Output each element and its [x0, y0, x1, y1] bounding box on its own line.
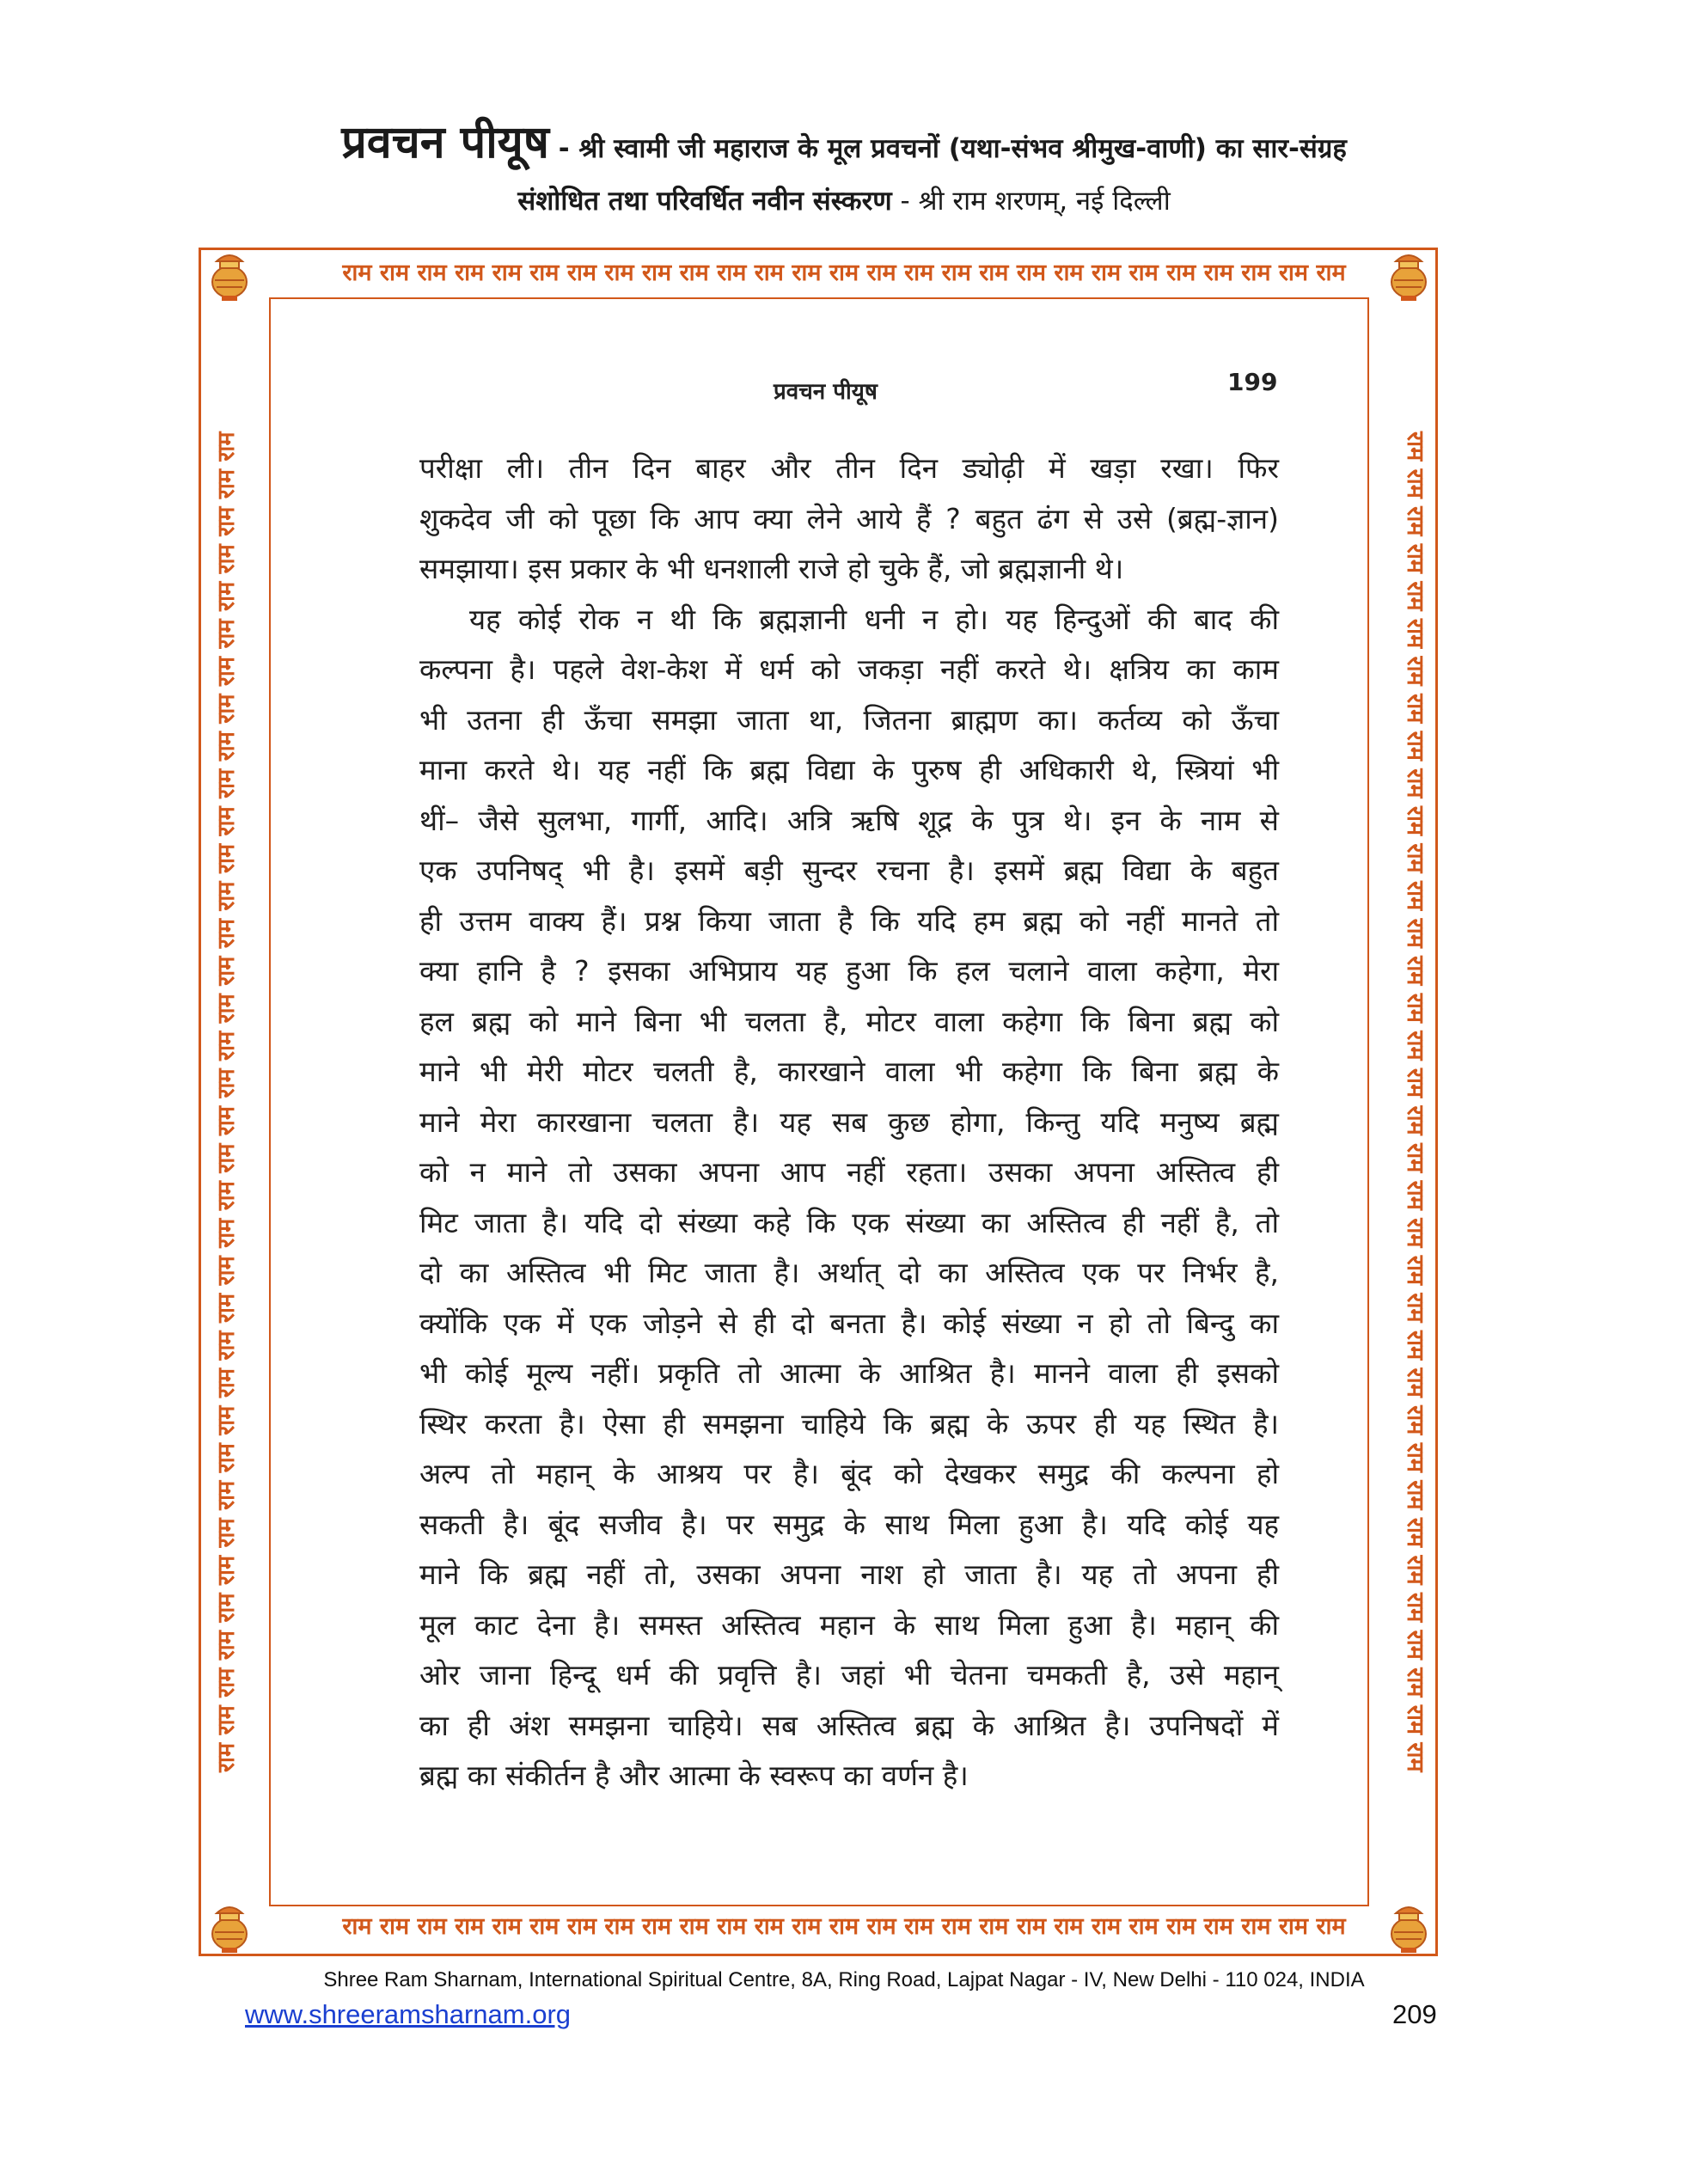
book-title: प्रवचन पीयूष [341, 117, 549, 168]
edition-label: संशोधित तथा परिवर्धित नवीन संस्करण [517, 186, 892, 217]
kalash-icon [205, 1901, 254, 1955]
text-line: परीक्षा ली। तीन दिन बाहर और तीन दिन ड्योढ़ी में खड़ा रखा। फिर [419, 451, 1279, 485]
book-subtitle: - श्री स्वामी जी महाराज के मूल प्रवचनों (यथा-संभव श्रीमुख-वाणी) का सार-संग्रह [548, 133, 1347, 164]
document-header-edition [0, 182, 1688, 218]
text-line: माने मेरा कारखाना चलता है। यह सब कुछ होगा, किन्तु यदि मनुष्य ब्रह्म [419, 1104, 1279, 1139]
ram-border-left: राम राम राम राम राम राम राम राम राम राम राम राम राम राम राम राम राम राम राम राम राम राम राम राम राम राम राम राम राम राम राम राम राम राम राम राम [213, 431, 240, 1772]
text-line: माने कि ब्रह्म नहीं तो, उसका अपना नाश हो जाता है। यह तो अपना ही [419, 1557, 1279, 1591]
ram-border-bottom: राम राम राम राम राम राम राम राम राम राम राम राम राम राम राम राम राम राम राम राम राम राम राम राम राम राम राम [342, 1913, 1346, 1940]
text-line: भी उतना ही ऊँचा समझा जाता था, जितना ब्राह्मण का। कर्तव्य को ऊँचा [419, 702, 1279, 737]
text-line: शुकदेव जी को पूछा कि आप क्या लेने आये हैं ? बहुत ढंग से उसे (ब्रह्म-ज्ञान) [419, 501, 1279, 535]
text-line: थीं– जैसे सुलभा, गार्गी, आदि। अत्रि ऋषि शूद्र के पुत्र थे। इन के नाम से [419, 803, 1279, 837]
text-line: कल्पना है। पहले वेश-केश में धर्म को जकड़ा नहीं करते थे। क्षत्रिय का काम [419, 652, 1279, 686]
scanned-page-title: प्रवचन पीयूष [774, 379, 878, 405]
text-line: एक उपनिषद् भी है। इसमें बड़ी सुन्दर रचना है। इसमें ब्रह्म विद्या के बहुत [419, 853, 1279, 887]
footer-address: Shree Ram Sharnam, International Spiritual Centre, 8A, Ring Road, Lajpat Nagar - IV, New Delhi - 110 024, INDIA [323, 1968, 1365, 1991]
scanned-page-number: 199 [1227, 368, 1278, 396]
publisher-label: - श्री राम शरणम्, नई दिल्ली [891, 186, 1171, 217]
text-line: क्या हानि है ? इसका अभिप्राय यह हुआ कि हल चलाने वाला कहेगा, मेरा [419, 954, 1279, 988]
scanned-page-body [419, 444, 1279, 1802]
text-line: को न माने तो उसका अपना आप नहीं रहता। उसका अपना अस्तित्व ही [419, 1155, 1279, 1189]
text-line: ब्रह्म का संकीर्तन है और आत्मा के स्वरूप का वर्णन है। [419, 1759, 969, 1792]
text-line: का ही अंश समझना चाहिये। सब अस्तित्व ब्रह्म के आश्रित है। उपनिषदों में [419, 1708, 1279, 1742]
text-line: समझाया। इस प्रकार के भी धनशाली राजे हो चुके हैं, जो ब्रह्मज्ञानी थे। [419, 552, 1124, 585]
document-header-title [0, 110, 1688, 171]
footer-page-number: 209 [1392, 1999, 1437, 2029]
text-line: भी कोई मूल्य नहीं। प्रकृति तो आत्मा के आश्रित है। मानने वाला ही इसको [419, 1356, 1279, 1390]
text-line: अल्प तो महान् के आश्रय पर है। बूंद को देखकर समुद्र की कल्पना हो [419, 1457, 1279, 1490]
ram-border-top: राम राम राम राम राम राम राम राम राम राम राम राम राम राम राम राम राम राम राम राम राम राम राम राम राम राम राम [342, 260, 1346, 286]
text-line: सकती है। बूंद सजीव है। पर समुद्र के साथ मिला हुआ है। यदि कोई यह [419, 1507, 1279, 1541]
text-line: क्योंकि एक में एक जोड़ने से ही दो बनता है। कोई संख्या न हो तो बिन्दु का [419, 1306, 1279, 1340]
ram-border-right: राम राम राम राम राम राम राम राम राम राम राम राम राम राम राम राम राम राम राम राम राम राम राम राम राम राम राम राम राम राम राम राम राम राम राम राम [1402, 431, 1428, 1772]
text-line: मिट जाता है। यदि दो संख्या कहे कि एक संख्या का अस्तित्व ही नहीं है, तो [419, 1205, 1280, 1239]
text-line: ओर जाना हिन्दू धर्म की प्रवृत्ति है। जहां भी चेतना चमकती है, उसे महान् [419, 1658, 1279, 1692]
text-line: मूल काट देना है। समस्त अस्तित्व महान के साथ मिला हुआ है। महान् की [419, 1607, 1279, 1642]
text-line: यह कोई रोक न थी कि ब्रह्मज्ञानी धनी न हो। यह हिन्दुओं की बाद की [469, 602, 1279, 636]
text-line: स्थिर करता है। ऐसा ही समझना चाहिये कि ब्रह्म के ऊपर ही यह स्थित है। [419, 1406, 1279, 1441]
text-line: ही उत्तम वाक्य हैं। प्रश्न किया जाता है कि यदि हम ब्रह्म को नहीं मानते तो [419, 903, 1279, 938]
kalash-icon [1384, 249, 1434, 303]
text-line: माना करते थे। यह नहीं कि ब्रह्म विद्या के पुरुष ही अधिकारी थे, स्त्रियां भी [419, 753, 1279, 786]
text-line: माने भी मेरी मोटर चलती है, कारखाने वाला भी कहेगा कि बिना ब्रह्म के [419, 1055, 1279, 1088]
website-link[interactable]: www.shreeramsharnam.org [245, 1999, 572, 2029]
kalash-icon [1384, 1901, 1434, 1955]
text-line: दो का अस्तित्व भी मिट जाता है। अर्थात् दो का अस्तित्व एक पर निर्भर है, [419, 1256, 1279, 1289]
text-line: हल ब्रह्म को माने बिना भी चलता है, मोटर वाला कहेगा कि बिना ब्रह्म को [419, 1004, 1279, 1038]
kalash-icon [205, 249, 254, 303]
